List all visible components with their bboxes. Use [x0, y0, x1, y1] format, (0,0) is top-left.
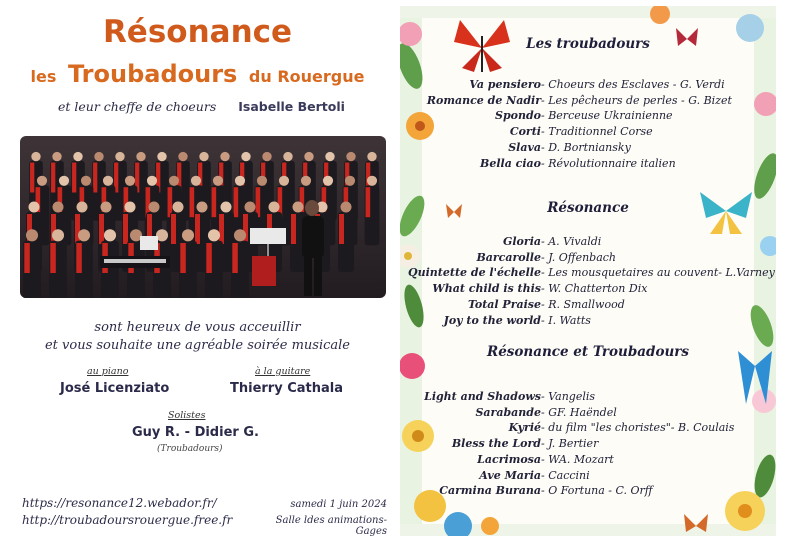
program-entry: [400, 125, 776, 141]
program-entry-credit: [541, 390, 595, 403]
singer-scarf: [171, 214, 176, 244]
singer-head: [345, 176, 355, 186]
singer-scarf: [76, 243, 82, 273]
program-entry-credit: [541, 157, 676, 170]
program-entry: [400, 282, 776, 298]
singer-head: [241, 152, 250, 161]
program-entry-credit: [541, 266, 775, 279]
program-entry-credit-text: I. Watts: [548, 313, 591, 327]
singer-scarf: [50, 243, 56, 273]
program-entry-title: Lacrimosa: [477, 452, 541, 466]
singer-head: [59, 176, 69, 186]
singer-scarf: [51, 163, 55, 193]
singer-head: [73, 152, 82, 161]
program-entry-credit-text: J. Bertier: [548, 437, 599, 451]
singer-head: [53, 202, 64, 213]
program-entry-credit-text: W. Chatterton Dix: [548, 282, 648, 296]
program-entry: [400, 298, 776, 314]
program-entry-title: Total Praise: [467, 297, 541, 311]
guitar-performer: Thierry Cathala: [230, 381, 344, 396]
singer-scarf: [234, 187, 239, 217]
program-entry-title: Barcarolle: [476, 250, 541, 264]
program-entry-credit: [541, 421, 734, 434]
program-entry: [400, 390, 776, 406]
program-entry-dash: -: [541, 390, 549, 403]
program-entry-title: Spondo: [495, 109, 541, 123]
program-entry-title: What child is this: [432, 282, 541, 296]
program-entry-title: Kyrié: [508, 421, 541, 435]
welcome-line2: et vous souhaite une agréable soirée musicale: [44, 338, 350, 353]
soloists-note: (Troubadours): [157, 444, 223, 454]
program-entry-credit: [541, 453, 614, 466]
program-entry-credit: [541, 109, 673, 122]
program-entry-dash: -: [541, 93, 549, 107]
singer-head: [26, 229, 38, 241]
program-entry: [400, 421, 776, 437]
program-entry-title: Joy to the world: [443, 313, 541, 327]
singer-scarf: [72, 163, 76, 193]
program-entry-credit: [541, 406, 617, 419]
singer-scarf: [232, 243, 238, 273]
program-entry-dash: -: [541, 235, 549, 248]
soloists-names: Guy R. - Didier G.: [132, 425, 259, 440]
singer-head: [125, 176, 135, 186]
subtitle-choir: Troubadours: [67, 60, 238, 88]
program-entry-credit-text: WA. Mozart: [548, 452, 614, 466]
program-entry: [400, 94, 776, 110]
singer-head: [323, 176, 333, 186]
program-entry-credit-text: Révolutionnaire italien: [548, 156, 676, 170]
program-entry-title: Slava: [508, 140, 541, 154]
program-entry-credit: [541, 235, 601, 248]
program-entry-dash: -: [541, 468, 549, 482]
singer-scarf: [291, 214, 296, 244]
program-entry-dash: -: [541, 109, 549, 123]
singer-scarf: [366, 187, 371, 217]
singer-scarf: [123, 214, 128, 244]
singer-scarf: [212, 187, 217, 217]
program-entry-dash: -: [541, 140, 549, 154]
singer-head: [191, 176, 201, 186]
program-entry: [400, 406, 776, 422]
conductor-label: et leur cheffe de choeurs: [58, 99, 217, 114]
program-entry-credit: [541, 125, 653, 138]
singer-head: [301, 176, 311, 186]
program-entry-credit: [541, 94, 732, 107]
singer-scarf: [195, 214, 200, 244]
program-entry-credit-text: A. Vivaldi: [548, 235, 602, 248]
singer-head: [104, 229, 116, 241]
program-entry-dash: -: [541, 313, 549, 327]
poster-subtitle: [0, 60, 395, 88]
program-entry-dash: -: [541, 421, 549, 435]
singer-head: [197, 202, 208, 213]
singer-head: [341, 202, 352, 213]
singer-head: [257, 176, 267, 186]
program-entry-title: Light and Shadows: [424, 390, 541, 403]
program-entry: [400, 141, 776, 157]
singer-scarf: [206, 243, 212, 273]
singer-head: [367, 176, 377, 186]
singer-head: [279, 176, 289, 186]
soloists-label: Solistes: [168, 410, 206, 421]
singer-head: [221, 202, 232, 213]
program-entry-credit: [541, 484, 653, 497]
program-entry-title: Ave Maria: [479, 468, 541, 482]
program-entry-dash: -: [541, 452, 549, 466]
singer-scarf: [339, 214, 344, 244]
singer-head: [213, 176, 223, 186]
program-entry-credit-text: Berceuse Ukrainienne: [548, 109, 673, 123]
program-section-title: Les troubadours: [526, 36, 650, 52]
website-link-resonance[interactable]: https://resonance12.webador.fr/: [22, 496, 217, 510]
conductor-line: [58, 99, 345, 114]
program-entry-credit: [541, 469, 590, 482]
singer-head: [78, 229, 90, 241]
singer-head: [245, 202, 256, 213]
singer-head: [173, 202, 184, 213]
program-entry-credit-text: Les pêcheurs de perles - G. Bizet: [548, 93, 732, 107]
program-entry-dash: -: [541, 125, 549, 139]
poster-title: Résonance: [102, 14, 293, 50]
singer-head: [293, 202, 304, 213]
program-entry-dash: -: [541, 282, 549, 296]
program-entry-credit-text: Caccini: [548, 468, 590, 482]
program-entry-credit-text: Les mousquetaires au couvent- L.Varney: [548, 266, 775, 280]
singer-head: [346, 152, 355, 161]
singer-scarf: [24, 243, 30, 273]
program-entry-credit: [541, 282, 647, 295]
guitar-label: à la guitare: [255, 366, 311, 377]
singer-head: [169, 176, 179, 186]
singer-scarf: [75, 214, 80, 244]
welcome-message: [0, 319, 395, 355]
program-entry: [400, 314, 776, 330]
program-section-title: Résonance: [547, 200, 629, 216]
program-entry: [400, 235, 776, 251]
conductor-name: Isabelle Bertoli: [238, 99, 345, 114]
program-entry-title: Romance de Nadir: [426, 93, 541, 107]
event-date: samedi 1 juin 2024: [290, 499, 387, 510]
program-entry: [400, 469, 776, 485]
singer-head: [52, 152, 61, 161]
program-entry-title: Va pensiero: [469, 78, 541, 91]
program-entry: [400, 251, 776, 267]
singer-scarf: [93, 163, 97, 193]
singer-head: [125, 202, 136, 213]
program-entry: [400, 484, 776, 500]
program-entry-credit-text: O Fortuna - C. Orff: [548, 484, 653, 498]
program-entry-credit: [541, 141, 631, 154]
singer-head: [367, 152, 376, 161]
subtitle-place: du Rouergue: [248, 67, 365, 86]
subtitle-les: les: [30, 67, 57, 86]
program-entry-dash: -: [541, 297, 549, 311]
program-entry-credit: [541, 251, 616, 264]
program-entry-credit: [541, 298, 625, 311]
singer-head: [37, 176, 47, 186]
program-entry: [400, 266, 776, 282]
program-entry-dash: -: [541, 484, 549, 498]
singer-head: [157, 152, 166, 161]
choir-photo: [20, 136, 386, 298]
singer-head: [103, 176, 113, 186]
singer-scarf: [99, 214, 104, 244]
program-entry: [400, 78, 776, 94]
singer-head: [182, 229, 194, 241]
event-venue: Salle ldes animations-Gages: [275, 515, 387, 537]
program-entry-dash: -: [541, 405, 549, 419]
singer-head: [115, 152, 124, 161]
program-entry-credit-text: J. Offenbach: [548, 250, 617, 264]
program-entry-title: Quintette de l'échelle: [408, 266, 541, 280]
program-entry-credit-text: R. Smallwood: [548, 297, 625, 311]
program-entry: [400, 157, 776, 173]
singer-head: [149, 202, 160, 213]
program-entry-credit-text: Vangelis: [548, 390, 596, 403]
singer-head: [31, 152, 40, 161]
singer-head: [220, 152, 229, 161]
singer-scarf: [190, 187, 195, 217]
singer-head: [52, 229, 64, 241]
singer-head: [29, 202, 40, 213]
welcome-line1: sont heureux de vous acceuillir: [94, 320, 301, 335]
program-section-title: Résonance et Troubadours: [487, 344, 689, 360]
program-entry-title: Bless the Lord: [451, 437, 541, 451]
singer-head: [283, 152, 292, 161]
singer-head: [262, 152, 271, 161]
program-entry-title: Carmina Burana: [439, 484, 541, 498]
program-entry: [400, 453, 776, 469]
piano-performer: José Licenziato: [60, 381, 170, 396]
program-entry: [400, 437, 776, 453]
program-entry-title: Bella ciao: [480, 156, 541, 170]
program-entry-credit-text: Choeurs des Esclaves - G. Verdi: [548, 78, 725, 91]
singer-head: [234, 229, 246, 241]
singer-scarf: [180, 243, 186, 273]
singer-head: [81, 176, 91, 186]
program-page: [400, 6, 776, 536]
singer-head: [325, 152, 334, 161]
program-entry-credit: [541, 314, 591, 327]
program-entry-dash: -: [541, 437, 549, 451]
singer-head: [77, 202, 88, 213]
program-entry-credit: [541, 437, 598, 450]
singer-head: [178, 152, 187, 161]
singer-head: [136, 152, 145, 161]
program-entry-dash: -: [541, 266, 549, 280]
program-entry-credit-text: D. Bortniansky: [548, 140, 631, 154]
program-entry-dash: -: [541, 156, 549, 170]
website-link-troubadours[interactable]: http://troubadoursrouergue.free.fr: [22, 513, 233, 527]
program-entry: [400, 109, 776, 125]
program-entry-dash: -: [541, 250, 549, 264]
singer-head: [208, 229, 220, 241]
singer-scarf: [219, 214, 224, 244]
program-entry-title: Sarabande: [475, 405, 541, 419]
program-entry-credit: [541, 78, 725, 91]
piano-label: au piano: [87, 366, 129, 377]
program-entry-title: Gloria: [502, 235, 541, 248]
singer-head: [147, 176, 157, 186]
program-entry-credit-text: Traditionnel Corse: [548, 125, 653, 139]
singer-head: [304, 152, 313, 161]
singer-head: [101, 202, 112, 213]
program-entry-title: Corti: [509, 125, 541, 139]
singer-scarf: [30, 163, 34, 193]
singer-head: [235, 176, 245, 186]
program-entry-dash: -: [541, 78, 549, 91]
singer-head: [269, 202, 280, 213]
program-entry-credit-text: du film "les choristes"- B. Coulais: [548, 421, 735, 435]
program-entry-credit-text: GF. Haëndel: [548, 405, 617, 419]
singer-head: [94, 152, 103, 161]
singer-head: [199, 152, 208, 161]
